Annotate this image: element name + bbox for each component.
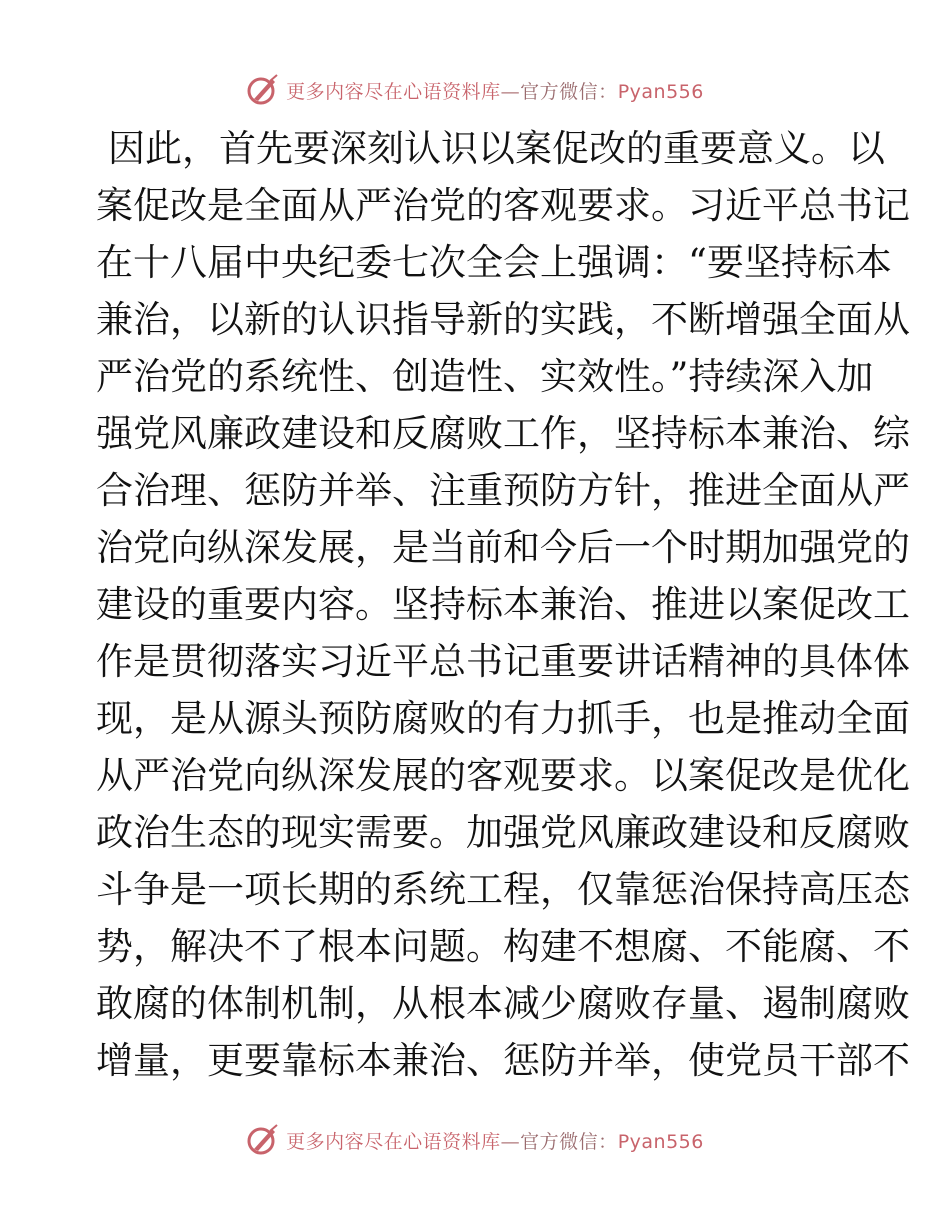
text-line: 因此，首先要深刻认识以案促改的重要意义。以 xyxy=(108,127,885,170)
text-line: 案促改是全面从严治党的客观要求。习近平总书记 xyxy=(96,184,910,227)
watermark-separator: — xyxy=(500,1130,521,1153)
text-line: 斗争是一项长期的系统工程，仅靠惩治保持高压态 xyxy=(96,868,910,911)
text-line: 强党风廉政建设和反腐败工作，坚持标本兼治、综 xyxy=(96,412,910,455)
text-line: 增量，更要靠标本兼治、惩防并举，使党员干部不 xyxy=(96,1039,910,1082)
quill-pen-logo-icon xyxy=(246,73,280,107)
text-line: 政治生态的现实需要。加强党风廉政建设和反腐败 xyxy=(96,811,910,854)
text-line: 严治党的系统性、创造性、实效性。”持续深入加 xyxy=(96,355,874,398)
text-line: 作是贯彻落实习近平总书记重要讲话精神的具体体 xyxy=(96,640,910,683)
watermark-text xyxy=(286,77,704,104)
watermark-site-text: 更多内容尽在心语资料库 xyxy=(286,80,501,103)
text-line: 治党向纵深发展，是当前和今后一个时期加强党的 xyxy=(96,526,910,569)
watermark-text xyxy=(286,1127,704,1154)
text-line: 在十八届中央纪委七次全会上强调：“要坚持标本 xyxy=(96,241,892,284)
text-line: 现，是从源头预防腐败的有力抓手，也是推动全面 xyxy=(96,697,910,740)
quill-pen-logo-icon xyxy=(246,1123,280,1157)
document-body xyxy=(96,120,910,1089)
text-line: 兼治，以新的认识指导新的实践，不断增强全面从 xyxy=(96,298,910,341)
header-watermark xyxy=(0,70,950,110)
text-line: 敢腐的体制机制，从根本减少腐败存量、遏制腐败 xyxy=(96,982,910,1025)
text-line: 建设的重要内容。坚持标本兼治、推进以案促改工 xyxy=(96,583,910,626)
watermark-wechat-label: 官方微信： xyxy=(520,80,618,103)
watermark-wechat-label: 官方微信： xyxy=(520,1130,618,1153)
footer-watermark xyxy=(0,1120,950,1160)
watermark-wechat-id: Pyan556 xyxy=(617,80,704,103)
watermark-separator: — xyxy=(500,80,521,103)
text-line: 合治理、惩防并举、注重预防方针，推进全面从严 xyxy=(96,469,910,512)
watermark-wechat-id: Pyan556 xyxy=(617,1130,704,1153)
watermark-site-text: 更多内容尽在心语资料库 xyxy=(286,1130,501,1153)
text-line: 从严治党向纵深发展的客观要求。以案促改是优化 xyxy=(96,754,910,797)
text-line: 势，解决不了根本问题。构建不想腐、不能腐、不 xyxy=(96,925,910,968)
